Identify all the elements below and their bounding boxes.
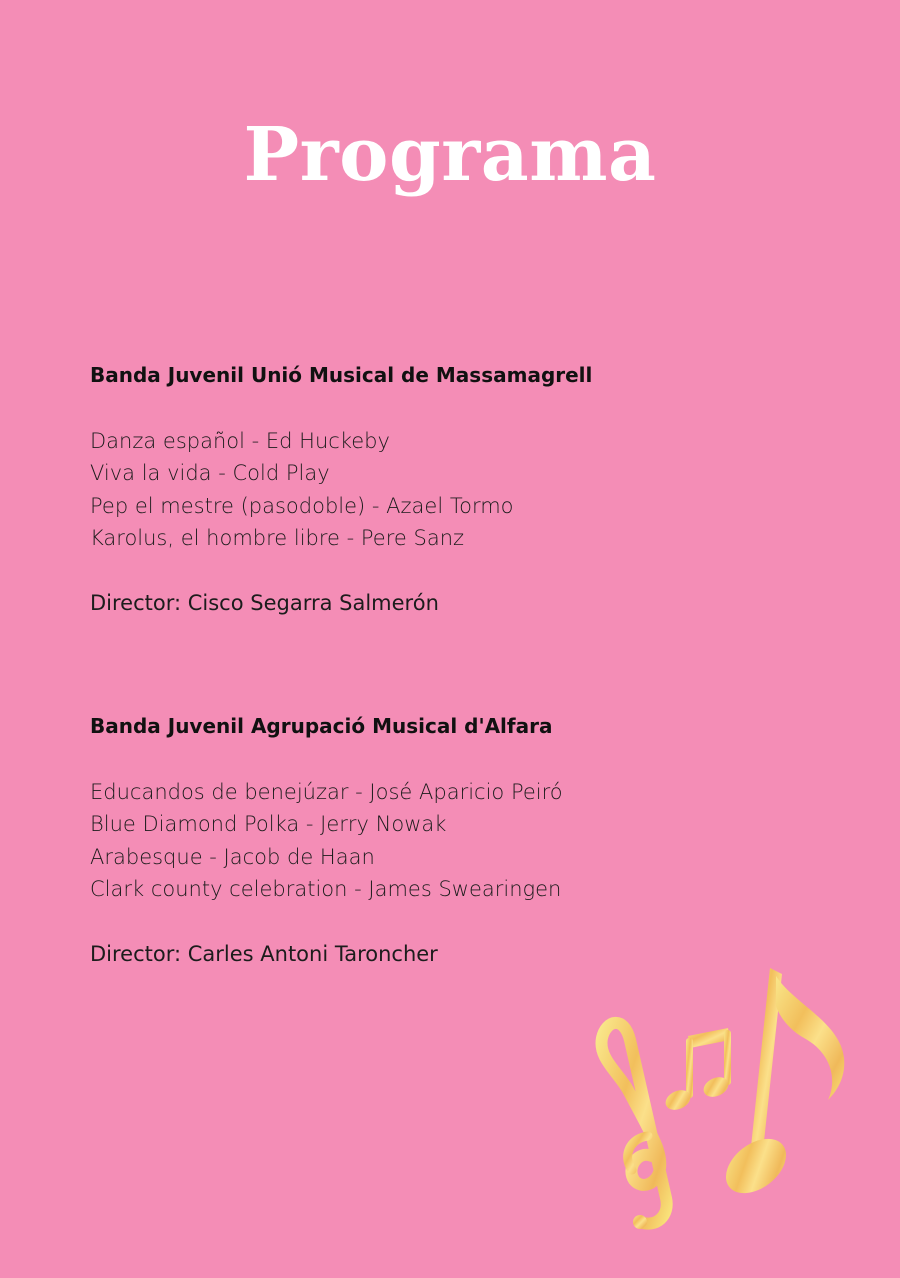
piece-item: Blue Diamond Polka - Jerry Nowak <box>90 812 447 837</box>
piece-list <box>90 776 810 905</box>
piece-item: Danza español - Ed Huckeby <box>90 429 390 453</box>
piece-item: Karolus, el hombre libre - Pere Sanz <box>90 525 465 550</box>
piece-item: Arabesque - Jacob de Haan <box>90 844 375 869</box>
piece-item: Educandos de benejúzar - José Aparicio Peiró <box>90 780 563 804</box>
eighth-notes-icon <box>662 1028 731 1114</box>
program-section-massamagrell <box>90 362 810 619</box>
piece-item: Viva la vida - Cold Play <box>90 461 330 486</box>
treble-clef-icon <box>601 1023 666 1229</box>
director-line: Director: Cisco Segarra Salmerón <box>90 591 439 616</box>
director-line: Director: Carles Antoni Taroncher <box>90 942 438 967</box>
music-notes-icon <box>578 960 868 1240</box>
program-section-alfara <box>90 713 810 970</box>
section-heading: Banda Juvenil Agrupació Musical d'Alfara <box>90 714 553 738</box>
piece-list <box>90 425 810 554</box>
page-title: Programa <box>243 112 657 198</box>
piece-item: Clark county celebration - James Swearingen <box>90 876 562 901</box>
eighth-note-icon <box>716 968 845 1204</box>
section-heading: Banda Juvenil Unió Musical de Massamagrell <box>90 363 593 387</box>
piece-item: Pep el mestre (pasodoble) - Azael Tormo <box>90 493 514 518</box>
